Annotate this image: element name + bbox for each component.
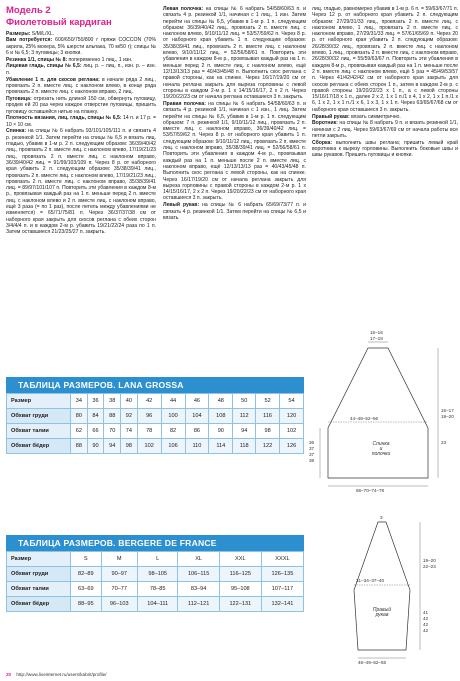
sleeve-cuff-label: 46–49–52–55: [358, 660, 387, 665]
instruction-heading: Размеры:: [6, 30, 31, 37]
body-piece-name-line: полочки: [371, 451, 391, 457]
body-right-label: 19–20: [441, 414, 454, 419]
table-cell: 132–141: [261, 597, 303, 612]
instruction-paragraph: [163, 6, 306, 100]
instruction-paragraph: [6, 57, 156, 63]
body-right-label: 16–17: [441, 408, 454, 413]
body-piece-name: [366, 442, 396, 457]
table-cell: 104–111: [137, 597, 178, 612]
table-cell: 52: [256, 394, 280, 409]
body-piece-outline: [328, 348, 428, 478]
instruction-paragraph: [6, 128, 156, 235]
table-cell: 84: [87, 409, 104, 424]
table-cell: 118: [233, 439, 256, 454]
table-cell: 44: [161, 394, 185, 409]
table-cell: 83–94: [178, 582, 219, 597]
table-row: [7, 567, 304, 582]
instruction-text: на спицы № 6 набрать 93/101/105/111 п. и связать 4 р. резинкой 1/1. Затем перейти на спицы № 6,5 и вязать лиц. гладью, убавив в 1-м р. 2 п. следующим образом: 36/39/40/42 лиц., провязать 2 п. вместе лиц. с наклоном влево, 17/19/21/23 лиц., провязать 2 п. вместе лиц. с наклоном вправо, 36/39/40/42 лиц. = 91/99/103/109 п. Через 8 р. от наборного края убавить 2 п. следующим образом: 35/38/39/41 лиц., провязать 2 п. вместе лиц. с наклоном влево, 17/19/21/23 лиц., провязать 2 п. вместе лиц. с наклоном вправо, 35/38/39/41 лиц. = 89/97/101/107 п. Повторить эти убавления в каждом 8-м р., провязывая каждый раз на 1 п. меньше перед 2 п. вместе лиц. с наклоном влево и 2 п. вместе лиц. с наклоном вправо, ещё 3 раза (= по 1 раз), после петель между убавлениями не изменяется) = 65/71/75/81 п. Через 36/37/37/38 см от наборного края закрыть для скосов реглана с обеих сторон 3/4/4/4 п. и в каждом 2-м р. убавить 19/21/22/24 раза по 1 п. Затем оставшиеся 21/23/25/27 п. закрыть.: [6, 128, 156, 236]
table-cell: 88: [104, 409, 121, 424]
size-table-grid: [6, 393, 304, 454]
instruction-text: лиц. гладью, равномерно убавив в 1-м р. 6 п. = 59/63/67/71 п. Через 12 р. от наборного края убавить 2 п. следующим образом: 27/29/31/33 лиц., провязать 2 п. вместе лиц. с наклоном влево, 1 лиц., провязать 2 п. вместе лиц. с наклоном вправо, 27/29/31/33 лиц. = 57/61/65/69 п. Через 20 р. от наборного края убавить 2 п. следующим образом: 26/28/30/32 лиц., провязать 2 п. вместе лиц. с наклоном влево, 1 лиц., провязать 2 п. вместе лиц. с наклоном вправо, 26/28/30/32 лиц. = 55/59/63/67 п. Повторить эти убавления в каждом 8-м р., провязывая каждый раз на 1 п. меньше после 2 п. вместе лиц. с наклоном влево, ещё 5 раз = 45/49/53/57 п. Через 41/42/42/42 см от наборного края закрыть для скосов реглана с обеих сторон 1 п., затем в каждом 2-м р. с правой стороны 19/20/22/23 х 1 п., а с левой стороны 15/16/17/18 х 1 п., далее 2 х 2, 1 х 1 п./1 х 4, 1 х 2, 1 х 1 п./1 х 6, 1 х 2, 1 х 1 п./1 х 6, 1 х 3, 1 х 1 п. Через 63/65/67/68 см от наборного края оставшиеся 3 п. закрыть.: [312, 6, 458, 113]
table-cell: 100: [161, 409, 185, 424]
sleeve-piece-name: [366, 608, 398, 618]
instruction-text: 14 п. и 17 р. = 10 × 10 см.: [6, 115, 156, 128]
table-cell: 90–97: [101, 567, 137, 582]
table-cell: 98: [121, 439, 138, 454]
body-top-label: 15–16: [370, 330, 383, 335]
table-row: [7, 439, 304, 454]
table-cell: 98: [256, 424, 280, 439]
table-cell: 74: [121, 424, 138, 439]
instruction-heading: Вам потребуется:: [6, 37, 53, 44]
model-number: Модель 2: [6, 6, 51, 16]
instruction-heading: Правый рукав:: [312, 113, 350, 120]
table-row: [7, 394, 304, 409]
instruction-heading: Левый рукав:: [163, 202, 200, 209]
instruction-heading: Левая полочка:: [163, 6, 204, 12]
row-label: Обхват груди: [7, 409, 71, 424]
table-cell: 40: [121, 394, 138, 409]
table-cell: 86: [185, 424, 209, 439]
column-3: [312, 6, 458, 184]
row-label: Обхват бёдер: [7, 597, 71, 612]
table-cell: 112: [233, 409, 256, 424]
instruction-heading: Плотность вязания, лиц. гладь, спицы № 6,5:: [6, 115, 122, 122]
column-3-text: [312, 6, 458, 159]
body-right-label: 23: [441, 440, 447, 445]
table-row: [7, 409, 304, 424]
instruction-text: лиц. р. – лиц. п., изн. р. – изн. п.: [6, 63, 156, 76]
sleeve-length-label: 42: [423, 622, 429, 627]
table-cell: 106–115: [178, 567, 219, 582]
table-cell: 116–125: [219, 567, 261, 582]
table-cell: 94: [233, 424, 256, 439]
table-cell: 63–69: [71, 582, 102, 597]
table-cell: 102: [137, 439, 161, 454]
page-number: 20: [6, 672, 12, 677]
instruction-paragraph: [6, 31, 156, 37]
body-piece-name-line: Спинка: [372, 441, 390, 447]
table-cell: 92: [121, 409, 138, 424]
sleeve-length-label: 41: [423, 610, 429, 615]
article-title: Фиолетовый кардиган: [6, 16, 112, 28]
table-cell: 66: [87, 424, 104, 439]
instruction-text: выполнить швы реглана; пришить левый край воротника к вырезу горловины. Выполнить боковые швы и швы рукавов. Пришить пуговицы и кнопки.: [312, 139, 458, 159]
table-cell: 95–108: [219, 582, 261, 597]
body-left-label: 37: [309, 446, 315, 451]
table-cell: 102: [280, 424, 304, 439]
table-cell: 106: [161, 439, 185, 454]
sleeve-length-label: 42: [423, 616, 429, 621]
table-row: [7, 552, 304, 567]
instruction-text: 600/650/750/800 г пряжи COCCON (70% акрила, 25% мохера, 5% шерсти альпака, 70 м/50 г); спицы № 6 и № 6,5; 3 пуговицы; 3 кнопки.: [6, 37, 156, 56]
table-cell: 34: [71, 394, 88, 409]
instruction-heading: Убавление 1 п. для скосов реглана:: [6, 76, 100, 83]
table-cell: 88: [71, 439, 88, 454]
schematic-lines: [306, 328, 460, 670]
table-cell: 126–135: [261, 567, 303, 582]
instruction-text: отрезать нить длиной 150 см, обвернуть пуговицу, продев ей 20 раз через каждое отверстие пуговицы, пришить пуговицу оставшейся нитью на планку.: [6, 95, 156, 115]
instruction-paragraph: [312, 6, 458, 113]
table-cell: 104: [185, 409, 209, 424]
table-cell: 116: [256, 409, 280, 424]
instruction-text: на спицы № 6 набрать 54/58/60/63 п. и связать 4 р. резинкой 1/1, начиная с 1 изн., 1 лиц. Затем перейти на спицы № 6,5, убавив в 1-м р. 1 п. следующим образом: 7 п. резинкой 1/1, 9/10/11/12 лиц., провязать 2 п. вместе лиц. с наклоном вправо, 36/39/40/42 лиц. = 53/57/59/62 п. Через 8 р. от наборного края убавить 1 п. следующим образом: 9/10/11/12 лиц., провязать 2 п. вместе лиц. с наклоном вправо, 35/38/39/41 лиц. = 52/56/58/61 п. Повторить эти убавления в каждом 4-м р., провязывая каждый раз на 1 п. меньше после 2 п. вместе лиц. с наклоном вправо, ещё 12/13/13/13 раз = 40/43/45/48 п. Выполнить скос реглана с левой стороны, как на спинке. Через 16/17/19/20 см от начала реглана закрыть для выреза горловины с правой стороны в каждом 2-м р. 1 х 14/15/16/17, 2 х 2 п. Через 19/20/22/23 см от наборного края оставшиеся 3 п. закрыть.: [163, 100, 306, 202]
size-table-title: ТАБЛИЦА РАЗМЕРОВ. BERGERE DE FRANCE: [6, 535, 304, 551]
row-label: Размер: [7, 394, 71, 409]
table-cell: 122: [256, 439, 280, 454]
row-label: Обхват груди: [7, 567, 71, 582]
body-hem-label: 66–70–74–78: [356, 488, 385, 493]
table-cell: 82: [161, 424, 185, 439]
table-row: [7, 582, 304, 597]
instruction-text: на спицы № 8 набрать 9 п. и вязать резинкой 1/1, начиная с 2 лиц. Через 59/63/67/69 см от начала работы все петли закрыть.: [312, 120, 458, 139]
sleeve-top-label: 3: [380, 515, 383, 520]
body-width-label: 44–48–52–56: [350, 416, 379, 421]
table-cell: 62: [71, 424, 88, 439]
sleeve-piece-outline: [354, 522, 410, 650]
table-cell: 96–103: [101, 597, 137, 612]
article-body: [6, 6, 458, 374]
instruction-text: на спицы № 6 набрать 54/58/60/63 п. и связать 4 р. резинкой 1/1, начиная с 1 лиц., 1 изн. Затем перейти на спицы № 6,5, убавив в 1-м р. 1 п. следующим образом: 36/39/40/42 лиц., провязать 2 п. вместе лиц. с наклоном влево, 9/10/11/12 лиц. = 53/57/59/62 п. Через 8 р. от наборного края убавить 1 п. следующим образом: 35/38/39/41 лиц., провязать 2 п. вместе лиц. с наклоном влево, 9/10/11/12 лиц. = 52/56/58/61 п. Повторить эти убавления в каждом 8-м р., провязывая каждый раз на 1 п. меньше перед 2 п. вместе лиц. с наклоном влево, ещё 12/13/13/13 раз = 40/43/45/48 п. Выполнить скос реглана с правой стороны, как на спинке. Через 16/17/19/20 см от начала реглана закрыть для выреза горловины с левой стороны в каждом 2-м р. 1 х 14/15/16/17, 2 х 2 п. Через 19/20/22/23 см от начала реглана оставшиеся 3 п. закрыть.: [163, 6, 306, 101]
table-cell: 110: [185, 439, 209, 454]
column-2-text: [163, 6, 306, 221]
instruction-paragraph: [163, 202, 306, 221]
table-cell: 112–121: [178, 597, 219, 612]
table-cell: 50: [233, 394, 256, 409]
instruction-paragraph: [312, 140, 458, 159]
table-cell: 90: [87, 439, 104, 454]
table-cell: 88–95: [71, 597, 102, 612]
instruction-heading: Спинка:: [6, 128, 27, 135]
table-cell: M: [101, 552, 137, 567]
size-table-title: ТАБЛИЦА РАЗМЕРОВ. LANA GROSSA: [6, 377, 304, 393]
page-footer: [6, 672, 107, 677]
instruction-text: S/M/L/XL.: [30, 30, 55, 37]
table-cell: 126: [280, 439, 304, 454]
table-cell: 114: [209, 439, 233, 454]
row-label: Размер: [7, 552, 71, 567]
table-cell: 90: [209, 424, 233, 439]
table-cell: 120: [280, 409, 304, 424]
instruction-heading: Пуговица:: [6, 95, 32, 102]
sleeve-piece-name-line: рукав: [375, 612, 389, 618]
instruction-text: попеременно 1 лиц., 1 изн.: [67, 56, 133, 63]
table-cell: 70–77: [101, 582, 137, 597]
table-cell: L: [137, 552, 178, 567]
size-table-grid: [6, 551, 304, 612]
table-cell: 80: [71, 409, 88, 424]
table-cell: 78–85: [137, 582, 178, 597]
instruction-paragraph: [6, 115, 156, 128]
table-cell: S: [71, 552, 102, 567]
column-2: [163, 6, 306, 374]
table-cell: XXXL: [261, 552, 303, 567]
instruction-heading: Воротник:: [312, 120, 338, 127]
instruction-heading: Правая полочка:: [163, 100, 206, 107]
instruction-paragraph: [163, 101, 306, 202]
table-cell: 36: [87, 394, 104, 409]
body-left-label: 37: [309, 452, 315, 457]
pattern-schematics: [306, 328, 460, 670]
instruction-heading: Резинка 1/1, спицы № 8:: [6, 56, 68, 63]
table-cell: 78: [137, 424, 161, 439]
sleeve-width-label: 31–34–37–40: [356, 578, 385, 583]
body-piece-name-line: и: [379, 446, 383, 452]
table-cell: 122–131: [219, 597, 261, 612]
instruction-paragraph: [6, 96, 156, 115]
sleeve-length-label: 42: [423, 628, 429, 633]
table-cell: 108: [209, 409, 233, 424]
size-table-bergere: [6, 535, 304, 612]
table-cell: 107–117: [261, 582, 303, 597]
table-cell: 82–89: [71, 567, 102, 582]
body-top-label: 17–18: [370, 336, 383, 341]
table-cell: 54: [280, 394, 304, 409]
instruction-paragraph: [312, 120, 458, 139]
size-table-lana-grossa: [6, 377, 304, 454]
table-cell: 94: [104, 439, 121, 454]
table-row: [7, 424, 304, 439]
instruction-paragraph: [6, 37, 156, 56]
instruction-paragraph: [6, 77, 156, 96]
table-cell: 98–105: [137, 567, 178, 582]
table-cell: XL: [178, 552, 219, 567]
row-label: Обхват бёдер: [7, 439, 71, 454]
instruction-heading: Сборка:: [312, 139, 333, 146]
instruction-text: в начале ряда 2 лиц., провязать 2 п. вместе лиц. с наклоном влево, в конце ряда провязать 2 п. вместе лиц. с наклоном вправо, 2 лиц.: [6, 76, 156, 96]
column-1-text: [6, 31, 156, 236]
table-cell: 70: [104, 424, 121, 439]
table-cell: 46: [185, 394, 209, 409]
table-cell: 48: [209, 394, 233, 409]
instruction-paragraph: [312, 114, 458, 120]
table-cell: 38: [104, 394, 121, 409]
sleeve-right-label: 22–23: [423, 564, 436, 569]
row-label: Обхват талии: [7, 424, 71, 439]
sleeve-right-label: 19–20: [423, 558, 436, 563]
column-1: [6, 6, 156, 374]
row-label: Обхват талии: [7, 582, 71, 597]
sleeve-piece-name-line: Правый: [372, 607, 392, 613]
source-url[interactable]: http://www.liveinternet.ru/users/kabrit/profile/: [16, 672, 107, 677]
table-cell: 96: [137, 409, 161, 424]
body-left-label: 38: [309, 458, 315, 463]
instruction-text: вязать симметрично.: [349, 113, 401, 120]
instruction-text: на спицы № 6 набрать 65/69/73/77 п. и связать 4 р. резинкой 1/1. Затем перейти на спицы № 6,5 и вязать: [163, 202, 306, 221]
table-row: [7, 597, 304, 612]
table-cell: 42: [137, 394, 161, 409]
body-left-label: 36: [309, 440, 315, 445]
instruction-paragraph: [6, 63, 156, 76]
instruction-heading: Лицевая гладь, спицы № 6,5:: [6, 63, 82, 70]
table-cell: XXL: [219, 552, 261, 567]
